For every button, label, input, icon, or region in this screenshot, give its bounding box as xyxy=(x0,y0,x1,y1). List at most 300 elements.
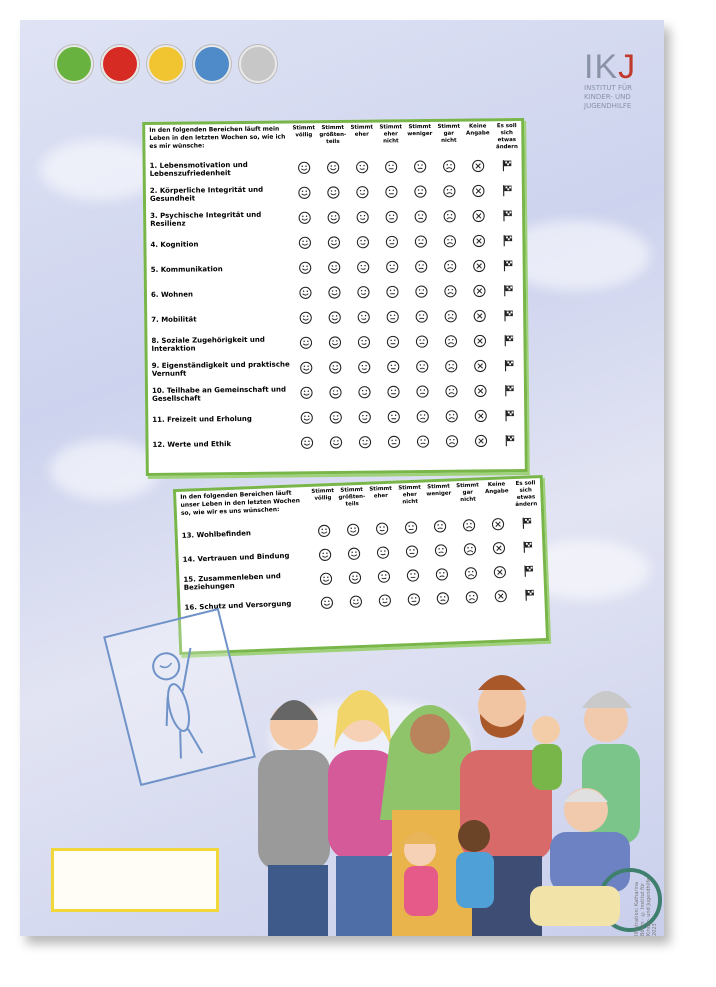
rating-cell[interactable] xyxy=(378,279,407,304)
rating-cell[interactable] xyxy=(291,255,320,280)
rating-cell[interactable] xyxy=(515,582,545,607)
rating-cell[interactable] xyxy=(494,328,523,353)
flag-icon xyxy=(501,184,514,197)
x-circle-icon xyxy=(474,409,487,422)
rating-cell[interactable] xyxy=(436,279,465,304)
slight-frown-face-icon xyxy=(414,160,427,173)
rating-cell[interactable] xyxy=(319,230,348,255)
rating-cell[interactable] xyxy=(397,538,427,563)
rating-cell[interactable] xyxy=(341,589,371,614)
smile-face-icon xyxy=(349,594,362,607)
column-header: Keine Angabe xyxy=(484,481,509,496)
rating-cell[interactable] xyxy=(435,204,464,229)
rating-cell[interactable] xyxy=(466,403,495,428)
rating-cell[interactable] xyxy=(290,230,319,255)
question-text: In den folgenden Bereichen läuft mein Leben in den letzten Wochen so, wie ich es mir wünsche: xyxy=(149,125,286,150)
slight-smile-face-icon xyxy=(357,311,370,324)
rating-cell[interactable] xyxy=(495,378,524,403)
rating-cell[interactable] xyxy=(493,228,522,253)
slight-frown-face-icon xyxy=(414,185,427,198)
rating-cell[interactable] xyxy=(425,513,455,538)
rating-cell[interactable] xyxy=(494,253,523,278)
slight-frown-face-icon xyxy=(434,543,447,556)
item-label: 13. Wohlbefinden xyxy=(181,529,252,540)
rating-cell[interactable] xyxy=(437,404,466,429)
column-header: Stimmt eher nicht xyxy=(398,484,421,506)
rating-cell[interactable] xyxy=(339,541,369,566)
frown-face-icon xyxy=(445,410,458,423)
rating-cell[interactable] xyxy=(292,355,321,380)
slight-frown-face-icon xyxy=(414,235,427,248)
slight-smile-face-icon xyxy=(356,236,369,249)
table-row xyxy=(148,428,524,457)
name-box[interactable] xyxy=(51,848,219,912)
neutral-face-icon xyxy=(386,310,399,323)
item-label: 4. Kognition xyxy=(150,239,199,249)
questionnaire-table-2 xyxy=(173,475,549,655)
frown-face-icon xyxy=(444,260,457,273)
rating-cell[interactable] xyxy=(292,430,321,455)
rating-cell[interactable] xyxy=(484,535,514,560)
rating-cell[interactable] xyxy=(350,355,379,380)
neutral-face-icon xyxy=(387,435,400,448)
rating-cell[interactable] xyxy=(493,203,522,228)
rating-cell[interactable] xyxy=(320,330,349,355)
flag-icon xyxy=(521,540,534,553)
question-text: In den folgenden Bereichen läuft unser Leben in den letzten Wochen so, wie wir es uns wünschen: xyxy=(180,489,301,517)
logo-mark-left: IK xyxy=(584,48,619,86)
flag-icon xyxy=(520,516,533,529)
slight-frown-face-icon xyxy=(415,310,428,323)
rating-cell[interactable] xyxy=(512,510,542,535)
logo-mark-right: J xyxy=(618,48,637,86)
rating-cell[interactable] xyxy=(292,380,321,405)
neutral-face-icon xyxy=(387,360,400,373)
rating-cell[interactable] xyxy=(309,518,339,543)
smile-face-icon xyxy=(327,161,340,174)
neutral-face-icon xyxy=(386,285,399,298)
x-circle-icon xyxy=(474,434,487,447)
slight-smile-face-icon xyxy=(375,521,388,534)
rating-cell[interactable] xyxy=(465,278,494,303)
smile-face-icon xyxy=(329,361,342,374)
person-boy-beanie-icon xyxy=(258,700,330,936)
smile-face-icon xyxy=(320,596,333,609)
smile-face-icon xyxy=(299,336,312,349)
rating-cell[interactable] xyxy=(396,515,426,540)
color-dot xyxy=(147,45,185,83)
frown-face-icon xyxy=(463,542,476,555)
rating-cell[interactable] xyxy=(340,565,370,590)
logo-subtitle: INSTITUT FÜR KINDER- UND JUGENDHILFE xyxy=(584,84,632,110)
rating-cell[interactable] xyxy=(486,583,516,608)
rating-cell[interactable] xyxy=(408,379,437,404)
item-label: 2. Körperliche Integrität und Gesundheit xyxy=(149,185,264,203)
item-label: 12. Werte und Ethik xyxy=(152,439,232,449)
rating-cell[interactable] xyxy=(428,585,458,610)
rating-cell[interactable] xyxy=(367,516,397,541)
rating-cell[interactable] xyxy=(321,380,350,405)
rating-cell[interactable] xyxy=(379,429,408,454)
neutral-face-icon xyxy=(385,185,398,198)
smile-face-icon xyxy=(327,236,340,249)
slight-frown-face-icon xyxy=(416,385,429,398)
slight-frown-face-icon xyxy=(415,260,428,273)
item-label: 14. Vertrauen und Bindung xyxy=(182,551,290,564)
rating-cell[interactable] xyxy=(349,280,378,305)
rating-cell[interactable] xyxy=(379,379,408,404)
smile-face-icon xyxy=(298,236,311,249)
frown-face-icon xyxy=(443,235,456,248)
x-circle-icon xyxy=(473,284,486,297)
rating-cell[interactable] xyxy=(465,303,494,328)
neutral-face-icon xyxy=(405,544,418,557)
smile-face-icon xyxy=(328,336,341,349)
rating-cell[interactable] xyxy=(321,430,350,455)
slight-smile-face-icon xyxy=(357,261,370,274)
flag-icon xyxy=(503,409,516,422)
rating-cell[interactable] xyxy=(319,180,348,205)
column-header: Stimmt größten-teils xyxy=(338,486,366,508)
smile-face-icon xyxy=(327,186,340,199)
rating-cell[interactable] xyxy=(435,179,464,204)
questionnaire-table-1 xyxy=(142,118,528,476)
neutral-face-icon xyxy=(385,160,398,173)
rating-cell[interactable] xyxy=(464,178,493,203)
rating-cell[interactable] xyxy=(399,586,429,611)
cloud xyxy=(50,440,160,500)
smile-face-icon xyxy=(299,286,312,299)
smile-face-icon xyxy=(298,186,311,199)
flag-icon xyxy=(501,209,514,222)
rating-cell[interactable] xyxy=(408,404,437,429)
rating-cell[interactable] xyxy=(349,255,378,280)
illustration-credit: Illustration: Katharina Böhm · © Institut für Kinder- und Jugendhilfe 2023 xyxy=(634,877,658,936)
rating-cell[interactable] xyxy=(290,155,319,180)
rating-cell[interactable] xyxy=(398,562,428,587)
item-label: 8. Soziale Zugehörigkeit und Interaktion xyxy=(151,335,265,353)
item-label: 1. Lebensmotivation und Lebenszufriedenheit xyxy=(149,160,248,178)
rating-cell[interactable] xyxy=(513,534,543,559)
smile-face-icon xyxy=(347,547,360,560)
x-circle-icon xyxy=(493,565,506,578)
rating-cell[interactable] xyxy=(377,179,406,204)
rating-cell[interactable] xyxy=(349,330,378,355)
flag-icon xyxy=(502,259,515,272)
smile-face-icon xyxy=(298,211,311,224)
item-label: 10. Teilhabe an Gemeinschaft und Gesellschaft xyxy=(151,385,287,403)
rating-cell[interactable] xyxy=(290,180,319,205)
column-header: Stimmt völlig xyxy=(292,125,316,139)
slight-smile-face-icon xyxy=(356,211,369,224)
frown-face-icon xyxy=(445,435,458,448)
item-label: 5. Kommunikation xyxy=(150,264,223,274)
column-header: Stimmt völlig xyxy=(311,487,335,502)
rating-cell[interactable] xyxy=(319,205,348,230)
rating-cell[interactable] xyxy=(465,328,494,353)
rating-cell[interactable] xyxy=(514,558,544,583)
rating-cell[interactable] xyxy=(292,405,321,430)
rating-cell[interactable] xyxy=(350,380,379,405)
x-circle-icon xyxy=(473,259,486,272)
item-label: 15. Zusammenleben und Beziehungen xyxy=(183,572,281,592)
frown-face-icon xyxy=(445,385,458,398)
slight-frown-face-icon xyxy=(416,360,429,373)
rating-cell[interactable] xyxy=(407,304,436,329)
frown-face-icon xyxy=(462,518,475,531)
rating-cell[interactable] xyxy=(320,280,349,305)
x-circle-icon xyxy=(472,209,485,222)
rating-cell[interactable] xyxy=(320,255,349,280)
rating-cell[interactable] xyxy=(379,404,408,429)
slight-smile-face-icon xyxy=(377,569,390,582)
slight-smile-face-icon xyxy=(358,361,371,374)
neutral-face-icon xyxy=(407,592,420,605)
rating-cell[interactable] xyxy=(290,205,319,230)
rating-cell[interactable] xyxy=(348,205,377,230)
column-header: Keine Angabe xyxy=(466,123,490,137)
column-header: Stimmt weniger xyxy=(407,123,433,138)
frown-face-icon xyxy=(464,566,477,579)
slight-smile-face-icon xyxy=(356,186,369,199)
x-circle-icon xyxy=(472,184,485,197)
rating-cell[interactable] xyxy=(291,305,320,330)
person-boy-icon xyxy=(456,820,494,908)
flag-icon xyxy=(502,334,515,347)
rating-cell[interactable] xyxy=(378,254,407,279)
frown-face-icon xyxy=(465,590,478,603)
flag-icon xyxy=(503,434,516,447)
rating-cell[interactable] xyxy=(427,561,457,586)
neutral-face-icon xyxy=(386,260,399,273)
rating-cell[interactable] xyxy=(348,155,377,180)
smile-face-icon xyxy=(328,261,341,274)
item-label: 16. Schutz und Versorgung xyxy=(184,599,292,612)
rating-cell[interactable] xyxy=(406,179,435,204)
rating-cell[interactable] xyxy=(437,379,466,404)
rating-cell[interactable] xyxy=(465,253,494,278)
rating-cell[interactable] xyxy=(495,428,524,453)
smile-face-icon xyxy=(300,361,313,374)
slight-smile-face-icon xyxy=(358,436,371,449)
rating-cell[interactable] xyxy=(494,303,523,328)
rating-cell[interactable] xyxy=(455,536,485,561)
column-header: Stimmt gar nicht xyxy=(437,123,461,144)
color-dot xyxy=(101,45,139,83)
rating-cell[interactable] xyxy=(379,354,408,379)
smile-face-icon xyxy=(300,386,313,399)
x-circle-icon xyxy=(494,589,507,602)
frown-face-icon xyxy=(444,310,457,323)
rating-cell[interactable] xyxy=(426,537,456,562)
x-circle-icon xyxy=(492,541,505,554)
smile-face-icon xyxy=(319,572,332,585)
frown-face-icon xyxy=(444,335,457,348)
smile-face-icon xyxy=(298,161,311,174)
x-circle-icon xyxy=(474,384,487,397)
rating-cell[interactable] xyxy=(435,154,464,179)
smile-face-icon xyxy=(329,411,342,424)
rating-cell[interactable] xyxy=(485,559,515,584)
rating-cell[interactable] xyxy=(494,278,523,303)
rating-cell[interactable] xyxy=(377,204,406,229)
column-header: Es soll sich etwas ändern xyxy=(495,123,518,151)
x-circle-icon xyxy=(491,517,504,530)
rating-cell[interactable] xyxy=(320,305,349,330)
slight-frown-face-icon xyxy=(415,285,428,298)
neutral-face-icon xyxy=(385,210,398,223)
frown-face-icon xyxy=(443,210,456,223)
x-circle-icon xyxy=(472,159,485,172)
smile-face-icon xyxy=(327,211,340,224)
rating-cell[interactable] xyxy=(464,203,493,228)
rating-cell[interactable] xyxy=(456,560,486,585)
slight-smile-face-icon xyxy=(358,411,371,424)
rating-cell[interactable] xyxy=(437,354,466,379)
item-label: 11. Freizeit und Erholung xyxy=(152,414,252,424)
rating-cell[interactable] xyxy=(319,155,348,180)
rating-cell[interactable] xyxy=(291,280,320,305)
x-circle-icon xyxy=(473,309,486,322)
color-dot xyxy=(239,45,277,83)
rating-cell[interactable] xyxy=(408,354,437,379)
rating-cell[interactable] xyxy=(369,564,399,589)
flag-icon xyxy=(501,159,514,172)
frown-face-icon xyxy=(444,285,457,298)
column-header: Stimmt weniger xyxy=(426,483,452,498)
rating-cell[interactable] xyxy=(493,153,522,178)
flag-icon xyxy=(503,359,516,372)
neutral-face-icon xyxy=(404,520,417,533)
neutral-face-icon xyxy=(387,385,400,398)
column-header: Stimmt eher nicht xyxy=(379,124,403,145)
rating-cell[interactable] xyxy=(407,329,436,354)
person-toddler-icon xyxy=(532,716,562,790)
slight-smile-face-icon xyxy=(358,386,371,399)
slight-smile-face-icon xyxy=(378,593,391,606)
rating-cell[interactable] xyxy=(407,254,436,279)
item-label: 9. Eigenständigkeit und praktische Vernunft xyxy=(151,359,290,378)
color-dot xyxy=(55,45,93,83)
rating-cell[interactable] xyxy=(466,378,495,403)
rating-cell[interactable] xyxy=(348,230,377,255)
smile-face-icon xyxy=(329,436,342,449)
rating-cell[interactable] xyxy=(435,229,464,254)
rating-cell[interactable] xyxy=(464,228,493,253)
rating-cell[interactable] xyxy=(348,180,377,205)
rating-cell[interactable] xyxy=(406,204,435,229)
smile-face-icon xyxy=(348,570,361,583)
column-header: Stimmt gar nicht xyxy=(456,482,479,504)
rating-cell[interactable] xyxy=(407,279,436,304)
flag-icon xyxy=(503,384,516,397)
slight-frown-face-icon xyxy=(416,410,429,423)
rating-cell[interactable] xyxy=(370,588,400,613)
rating-cell[interactable] xyxy=(378,304,407,329)
slight-frown-face-icon xyxy=(436,591,449,604)
person-girl-icon xyxy=(402,832,438,916)
rating-cell[interactable] xyxy=(457,584,487,609)
rating-cell[interactable] xyxy=(464,153,493,178)
rating-cell[interactable] xyxy=(495,353,524,378)
poster-page xyxy=(20,20,664,936)
rating-cell[interactable] xyxy=(436,254,465,279)
item-label: 6. Wohnen xyxy=(150,289,193,299)
slight-smile-face-icon xyxy=(356,161,369,174)
rating-cell[interactable] xyxy=(454,512,484,537)
rating-cell[interactable] xyxy=(436,304,465,329)
rating-cell[interactable] xyxy=(291,330,320,355)
color-dot xyxy=(193,45,231,83)
rating-cell[interactable] xyxy=(406,154,435,179)
family-illustration xyxy=(250,660,664,936)
smile-face-icon xyxy=(328,286,341,299)
frown-face-icon xyxy=(443,160,456,173)
smile-face-icon xyxy=(300,436,313,449)
rating-cell[interactable] xyxy=(311,566,341,591)
neutral-face-icon xyxy=(386,335,399,348)
rating-cell[interactable] xyxy=(377,229,406,254)
smile-face-icon xyxy=(300,411,313,424)
item-label: 3. Psychische Integrität und Resilienz xyxy=(150,210,262,228)
column-header: Es soll sich etwas ändern xyxy=(515,480,538,509)
smile-face-icon xyxy=(318,548,331,561)
rating-cell[interactable] xyxy=(321,355,350,380)
rating-cell[interactable] xyxy=(377,154,406,179)
smile-face-icon xyxy=(299,261,312,274)
rating-cell[interactable] xyxy=(368,540,398,565)
smile-face-icon xyxy=(329,386,342,399)
slight-frown-face-icon xyxy=(414,210,427,223)
color-dots xyxy=(55,45,277,83)
flag-icon xyxy=(502,284,515,297)
slight-frown-face-icon xyxy=(416,435,429,448)
flag-icon xyxy=(523,588,536,601)
rating-cell[interactable] xyxy=(350,405,379,430)
rating-cell[interactable] xyxy=(436,329,465,354)
rating-cell[interactable] xyxy=(408,429,437,454)
rating-cell[interactable] xyxy=(338,517,368,542)
rating-cell[interactable] xyxy=(466,428,495,453)
rating-cell[interactable] xyxy=(406,229,435,254)
neutral-face-icon xyxy=(406,568,419,581)
smile-face-icon xyxy=(317,524,330,537)
rating-cell[interactable] xyxy=(483,511,513,536)
slight-smile-face-icon xyxy=(357,286,370,299)
rating-cell[interactable] xyxy=(312,590,342,615)
slight-frown-face-icon xyxy=(433,519,446,532)
rating-cell[interactable] xyxy=(495,403,524,428)
flag-icon xyxy=(502,309,515,322)
rating-cell[interactable] xyxy=(310,542,340,567)
rating-cell[interactable] xyxy=(349,305,378,330)
slight-frown-face-icon xyxy=(415,335,428,348)
column-header: Stimmt eher xyxy=(369,485,392,500)
rating-cell[interactable] xyxy=(466,353,495,378)
x-circle-icon xyxy=(472,234,485,247)
smile-face-icon xyxy=(299,311,312,324)
ikj-logo xyxy=(584,50,646,111)
rating-cell[interactable] xyxy=(493,178,522,203)
slight-frown-face-icon xyxy=(435,567,448,580)
rating-cell[interactable] xyxy=(350,430,379,455)
neutral-face-icon xyxy=(387,410,400,423)
rating-cell[interactable] xyxy=(378,329,407,354)
rating-cell[interactable] xyxy=(437,429,466,454)
slight-smile-face-icon xyxy=(357,336,370,349)
column-header: Stimmt größten-teils xyxy=(319,124,347,146)
rating-cell[interactable] xyxy=(321,405,350,430)
